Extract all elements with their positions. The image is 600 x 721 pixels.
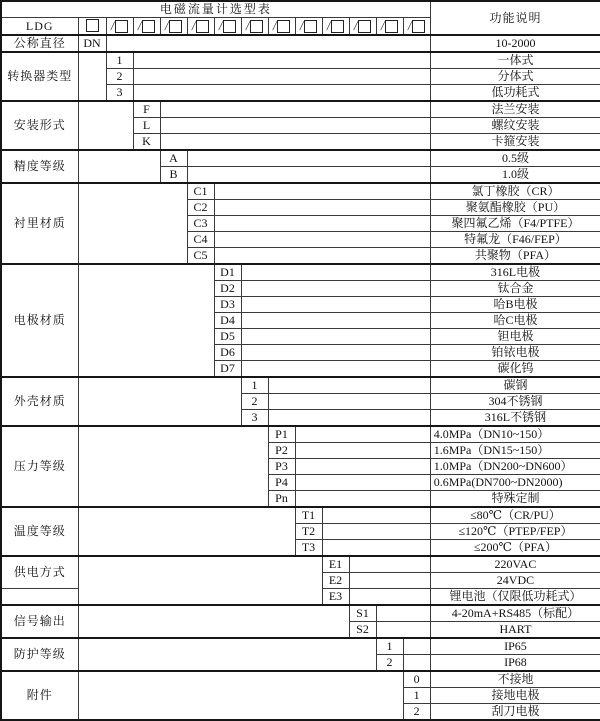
desc-cell: 10-2000 xyxy=(430,35,600,52)
code-cell: D1 xyxy=(214,264,241,281)
code-cell: T2 xyxy=(295,524,322,540)
checkbox-icon xyxy=(86,19,99,32)
desc-cell: 4-20mA+RS485（标配） xyxy=(430,605,600,622)
right-spacer xyxy=(133,85,430,102)
code-cell: C2 xyxy=(187,200,214,216)
right-spacer xyxy=(241,345,430,361)
right-spacer xyxy=(133,69,430,85)
code-cell: P1 xyxy=(268,426,295,443)
desc-cell: 1.0级 xyxy=(430,167,600,184)
code-cell: C5 xyxy=(187,248,214,265)
model-slot xyxy=(322,18,349,36)
slash-icon: / xyxy=(136,18,143,33)
right-spacer xyxy=(160,101,430,118)
checkbox-icon xyxy=(277,20,290,33)
group-label: 转换器类型 xyxy=(1,52,78,101)
group-label: 附件 xyxy=(1,671,78,720)
code-cell: D5 xyxy=(214,329,241,345)
code-cell: 1 xyxy=(241,377,268,394)
code-cell: A xyxy=(160,150,187,167)
code-cell: 0 xyxy=(403,671,430,688)
slash-icon: / xyxy=(190,18,197,33)
desc-cell: 哈B电极 xyxy=(430,297,600,313)
left-spacer xyxy=(78,183,187,264)
desc-cell: 氯丁橡胶（CR） xyxy=(430,183,600,200)
checkbox-icon xyxy=(115,20,128,33)
code-cell: 2 xyxy=(241,394,268,410)
code-cell: D4 xyxy=(214,313,241,329)
desc-cell: 1.0MPa（DN200~DN600） xyxy=(430,459,600,475)
code-cell: L xyxy=(133,118,160,134)
code-cell: C4 xyxy=(187,232,214,248)
left-spacer xyxy=(78,52,106,101)
right-spacer xyxy=(376,605,430,622)
slash-icon: / xyxy=(244,18,251,33)
right-spacer xyxy=(214,232,430,248)
right-spacer xyxy=(268,377,430,394)
desc-cell: 铂铱电极 xyxy=(430,345,600,361)
model-slot xyxy=(133,18,160,36)
right-spacer xyxy=(187,167,430,184)
desc-cell: 卡箍安装 xyxy=(430,134,600,151)
model-slot xyxy=(376,18,403,36)
desc-cell: 钽电极 xyxy=(430,329,600,345)
right-spacer xyxy=(295,443,430,459)
model-slot xyxy=(78,18,106,36)
right-spacer xyxy=(187,150,430,167)
code-cell: D6 xyxy=(214,345,241,361)
checkbox-icon xyxy=(169,20,182,33)
desc-cell: IP68 xyxy=(430,655,600,672)
left-spacer xyxy=(78,426,268,507)
desc-cell: 0.6MPa(DN700~DN2000) xyxy=(430,475,600,491)
code-cell: 3 xyxy=(241,410,268,427)
slash-icon: / xyxy=(406,18,413,33)
desc-cell: IP65 xyxy=(430,638,600,655)
desc-cell: 法兰安装 xyxy=(430,101,600,118)
code-cell: T3 xyxy=(295,540,322,557)
checkbox-icon xyxy=(196,20,209,33)
right-spacer xyxy=(214,216,430,232)
model-slot xyxy=(268,18,295,36)
code-cell: P2 xyxy=(268,443,295,459)
group-label: 供电方式 xyxy=(1,556,78,589)
right-spacer xyxy=(349,589,430,606)
right-spacer xyxy=(403,655,430,672)
code-cell: P3 xyxy=(268,459,295,475)
left-spacer xyxy=(78,150,160,183)
desc-cell: 接地电极 xyxy=(430,688,600,704)
checkbox-icon xyxy=(304,20,317,33)
left-spacer xyxy=(78,264,214,377)
desc-cell: 不接地 xyxy=(430,671,600,688)
left-spacer xyxy=(78,638,376,671)
slash-icon: / xyxy=(298,18,305,33)
group-label-spacer xyxy=(1,589,78,606)
left-spacer xyxy=(78,377,241,426)
model-prefix: LDG xyxy=(1,18,78,36)
group-label: 防护等级 xyxy=(1,638,78,671)
right-spacer xyxy=(241,297,430,313)
model-slot xyxy=(403,18,430,36)
left-spacer xyxy=(78,507,295,556)
code-cell: 1 xyxy=(403,688,430,704)
checkbox-icon xyxy=(412,20,425,33)
desc-header: 功能说明 xyxy=(430,1,600,35)
code-cell: 2 xyxy=(376,655,403,672)
desc-cell: 碳钢 xyxy=(430,377,600,394)
desc-cell: 24VDC xyxy=(430,573,600,589)
right-spacer xyxy=(376,622,430,639)
desc-cell: 316L不锈钢 xyxy=(430,410,600,427)
left-spacer xyxy=(78,556,322,605)
desc-cell: 聚四氟乙烯（F4/PTFE） xyxy=(430,216,600,232)
checkbox-icon xyxy=(142,20,155,33)
right-spacer xyxy=(241,281,430,297)
code-cell: E2 xyxy=(322,573,349,589)
desc-cell: 刮刀电极 xyxy=(430,704,600,721)
desc-cell: 碳化钨 xyxy=(430,361,600,378)
code-cell: D7 xyxy=(214,361,241,378)
right-spacer xyxy=(133,52,430,69)
desc-cell: 特殊定制 xyxy=(430,491,600,508)
code-cell: D3 xyxy=(214,297,241,313)
left-spacer xyxy=(78,605,349,638)
checkbox-icon xyxy=(223,20,236,33)
group-label: 压力等级 xyxy=(1,426,78,507)
desc-cell: 1.6MPa（DN15~150） xyxy=(430,443,600,459)
desc-cell: ≤120℃（PTEP/FEP） xyxy=(430,524,600,540)
checkbox-icon xyxy=(250,20,263,33)
right-spacer xyxy=(214,183,430,200)
desc-cell: 螺纹安装 xyxy=(430,118,600,134)
group-label: 公称直径 xyxy=(1,35,78,52)
code-cell: 3 xyxy=(106,85,133,102)
right-spacer xyxy=(295,426,430,443)
slash-icon: / xyxy=(109,18,116,33)
desc-cell: 220VAC xyxy=(430,556,600,573)
code-cell: D2 xyxy=(214,281,241,297)
group-label: 安装形式 xyxy=(1,101,78,150)
desc-cell: 低功耗式 xyxy=(430,85,600,102)
right-spacer xyxy=(295,459,430,475)
code-cell: DN xyxy=(78,35,106,52)
right-spacer xyxy=(214,248,430,265)
right-spacer xyxy=(160,118,430,134)
code-cell: 2 xyxy=(106,69,133,85)
right-spacer xyxy=(349,556,430,573)
group-label: 外壳材质 xyxy=(1,377,78,426)
desc-cell: ≤80℃（CR/PU） xyxy=(430,507,600,524)
desc-cell: 哈C电极 xyxy=(430,313,600,329)
right-spacer xyxy=(241,264,430,281)
left-spacer xyxy=(78,101,133,150)
code-cell: F xyxy=(133,101,160,118)
code-cell: Pn xyxy=(268,491,295,508)
desc-cell: 特氟龙（F46/FEP） xyxy=(430,232,600,248)
model-slot xyxy=(214,18,241,36)
slash-icon: / xyxy=(325,18,332,33)
right-spacer xyxy=(322,540,430,557)
code-cell: 2 xyxy=(403,704,430,721)
model-slot xyxy=(160,18,187,36)
group-label: 衬里材质 xyxy=(1,183,78,264)
code-cell: E1 xyxy=(322,556,349,573)
code-cell: 1 xyxy=(106,52,133,69)
slash-icon: / xyxy=(163,18,170,33)
right-spacer xyxy=(322,507,430,524)
desc-cell: ≤200℃（PFA） xyxy=(430,540,600,557)
checkbox-icon xyxy=(385,20,398,33)
code-cell: P4 xyxy=(268,475,295,491)
right-spacer xyxy=(322,524,430,540)
desc-cell: 4.0MPa（DN10~150） xyxy=(430,426,600,443)
right-spacer xyxy=(403,638,430,655)
code-cell: 1 xyxy=(376,638,403,655)
right-spacer xyxy=(241,313,430,329)
right-spacer xyxy=(295,475,430,491)
checkbox-icon xyxy=(331,20,344,33)
code-cell: K xyxy=(133,134,160,151)
right-spacer xyxy=(214,200,430,216)
right-spacer xyxy=(241,361,430,378)
slash-icon: / xyxy=(271,18,278,33)
desc-cell: 一体式 xyxy=(430,52,600,69)
code-cell: E3 xyxy=(322,589,349,606)
right-spacer xyxy=(106,35,430,52)
desc-cell: HART xyxy=(430,622,600,639)
right-spacer xyxy=(268,394,430,410)
slash-icon: / xyxy=(352,18,359,33)
model-slot xyxy=(241,18,268,36)
page-title: 电磁流量计选型表 xyxy=(1,1,430,18)
desc-cell: 钛合金 xyxy=(430,281,600,297)
group-label: 信号输出 xyxy=(1,605,78,638)
desc-cell: 0.5级 xyxy=(430,150,600,167)
right-spacer xyxy=(349,573,430,589)
group-label: 精度等级 xyxy=(1,150,78,183)
code-cell: T1 xyxy=(295,507,322,524)
desc-cell: 聚氨酯橡胶（PU） xyxy=(430,200,600,216)
code-cell: C3 xyxy=(187,216,214,232)
right-spacer xyxy=(268,410,430,427)
model-slot xyxy=(349,18,376,36)
desc-cell: 316L电极 xyxy=(430,264,600,281)
code-cell: S1 xyxy=(349,605,376,622)
code-cell: S2 xyxy=(349,622,376,639)
desc-cell: 锂电池（仅限低功耗式） xyxy=(430,589,600,606)
right-spacer xyxy=(295,491,430,508)
group-label: 电极材质 xyxy=(1,264,78,377)
model-slot xyxy=(295,18,322,36)
model-slot xyxy=(106,18,133,36)
code-cell: C1 xyxy=(187,183,214,200)
desc-cell: 分体式 xyxy=(430,69,600,85)
slash-icon: / xyxy=(217,18,224,33)
slash-icon: / xyxy=(379,18,386,33)
code-cell: B xyxy=(160,167,187,184)
left-spacer xyxy=(78,671,403,720)
right-spacer xyxy=(160,134,430,151)
checkbox-icon xyxy=(358,20,371,33)
group-label: 温度等级 xyxy=(1,507,78,556)
right-spacer xyxy=(241,329,430,345)
model-slot xyxy=(187,18,214,36)
desc-cell: 304不锈钢 xyxy=(430,394,600,410)
desc-cell: 共聚物（PFA） xyxy=(430,248,600,265)
